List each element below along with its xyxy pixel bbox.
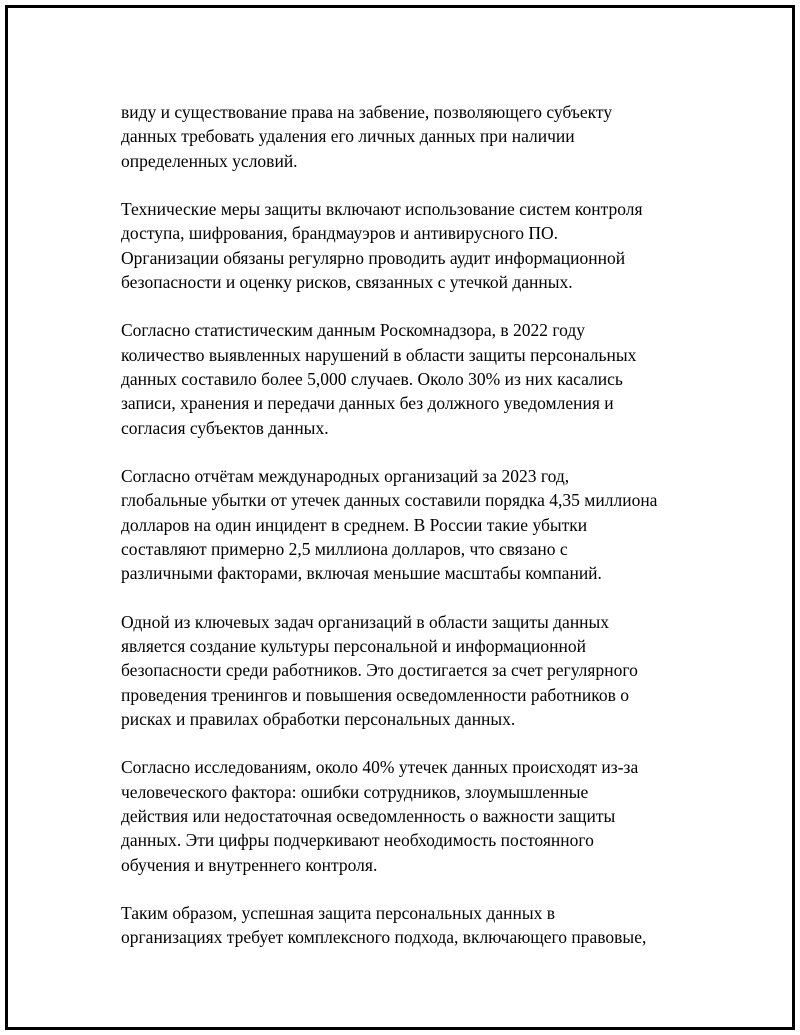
text-line: организациях требует комплексного подхода, включающего правовые,: [121, 927, 647, 948]
paragraph: [121, 901, 721, 950]
text-line: безопасности и оценку рисков, связанных с утечкой данных.: [121, 271, 573, 292]
text-line: записи, хранения и передачи данных без должного уведомления и: [121, 393, 614, 414]
text-line: проведения тренингов и повышения осведомленности работников о: [121, 684, 629, 705]
page-frame: [5, 5, 795, 1030]
text-line: согласия субъектов данных.: [121, 417, 329, 438]
text-line: Согласно статистическим данным Роскомнадзора, в 2022 году: [121, 320, 585, 341]
text-line: является создание культуры персональной и информационной: [121, 636, 587, 657]
text-line: виду и существование права на забвение, позволяющего субъекту: [121, 102, 613, 122]
text-line: Технические меры защиты включают использование систем контроля: [121, 199, 643, 220]
text-line: данных. Эти цифры подчеркивают необходимость постоянного: [121, 830, 594, 851]
text-line: определенных условий.: [121, 150, 298, 171]
text-line: действия или недостаточная осведомленность о важности защиты: [121, 806, 616, 827]
text-line: Одной из ключевых задач организаций в области защиты данных: [121, 611, 610, 632]
text-line: составляют примерно 2,5 миллиона долларов, что связано с: [121, 539, 568, 560]
text-line: данных требовать удаления его личных данных при наличии: [121, 126, 575, 147]
text-line: данных составило более 5,000 случаев. Около 30% из них касались: [121, 369, 623, 390]
text-line: доступа, шифрования, брандмауэров и антивирусного ПО.: [121, 223, 559, 244]
paragraph: [121, 464, 721, 585]
paragraph: [121, 100, 721, 173]
text-line: количество выявленных нарушений в области защиты персональных: [121, 344, 637, 365]
text-line: Согласно исследованиям, около 40% утечек данных происходят из-за: [121, 757, 639, 778]
paragraph: [121, 197, 721, 294]
text-line: рисках и правилах обработки персональных данных.: [121, 708, 516, 729]
text-line: человеческого фактора: ошибки сотрудников, злоумышленные: [121, 781, 589, 802]
text-line: Организации обязаны регулярно проводить аудит информационной: [121, 247, 626, 268]
text-line: безопасности среди работников. Это достигается за счет регулярного: [121, 660, 638, 681]
paragraph: [121, 755, 721, 876]
document-body: [121, 100, 721, 974]
text-line: долларов на один инцидент в среднем. В России такие убытки: [121, 514, 588, 535]
paragraph: [121, 610, 721, 731]
text-line: Таким образом, успешная защита персональных данных в: [121, 903, 555, 924]
text-line: различными факторами, включая меньшие масштабы компаний.: [121, 563, 602, 584]
text-line: глобальные убытки от утечек данных составили порядка 4,35 миллиона: [121, 490, 658, 511]
text-line: Согласно отчётам международных организаций за 2023 год,: [121, 466, 570, 487]
text-line: обучения и внутреннего контроля.: [121, 854, 378, 875]
paragraph: [121, 318, 721, 439]
